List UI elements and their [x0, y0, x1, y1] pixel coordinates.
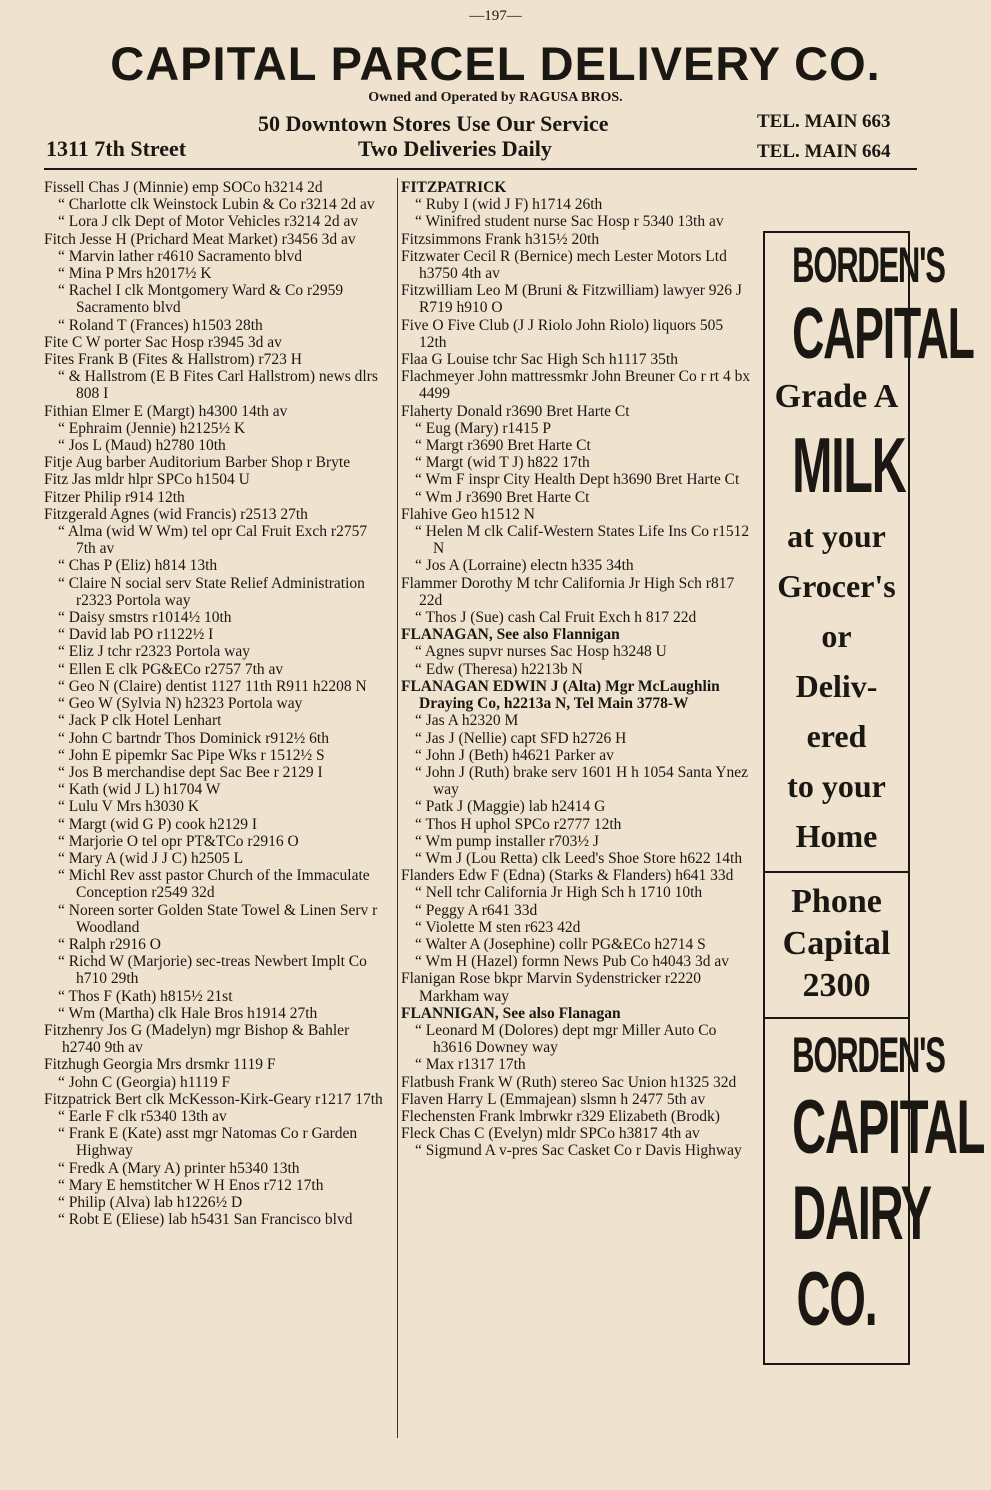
directory-entry: Flechensten Frank lmbrwkr r329 Elizabeth (Brodk) — [401, 1107, 720, 1125]
directory-entry: “ & Hallstrom (E B Fites Carl Hallstrom) news dlrs 808 I — [58, 368, 378, 403]
directory-entry: “ Ellen E clk PG&ECo r2757 7th av — [58, 660, 284, 678]
directory-entry: “ David lab PO r1122½ I — [58, 626, 214, 644]
directory-entry: “ Ephraim (Jennie) h2125½ K — [58, 419, 246, 437]
directory-entry: Fitzer Philip r914 12th — [44, 488, 185, 506]
directory-entry: Flahive Geo h1512 N — [401, 505, 535, 523]
directory-entry: “ Nell tchr California Jr High Sch h 1710 10th — [415, 884, 703, 902]
banner-slogan-2: Two Deliveries Daily — [358, 136, 552, 161]
directory-entry: “ Thos F (Kath) h815½ 21st — [58, 987, 233, 1005]
banner-title: CAPITAL PARCEL DELIVERY CO. — [110, 37, 881, 90]
directory-entry: “ Frank E (Kate) asst mgr Natomas Co r Garden Highway — [58, 1125, 358, 1160]
directory-entry: “ Rachel I clk Montgomery Ward & Co r2959 Sacramento blvd — [58, 282, 344, 317]
directory-entry: “ Lora J clk Dept of Motor Vehicles r3214 2d av — [58, 213, 359, 231]
column-divider — [397, 178, 398, 1438]
directory-entry: Fitch Jesse H (Prichard Meat Market) r3456 3d av — [44, 230, 356, 248]
directory-entry: “ Mary E hemstitcher W H Enos r712 17th — [58, 1176, 324, 1194]
ad-line7: or — [821, 618, 852, 654]
directory-entry: Five O Five Club (J J Riolo John Riolo) liquors 505 12th — [401, 316, 724, 351]
directory-entry: “ Wm J (Lou Retta) clk Leed's Shoe Store h622 14th — [415, 849, 743, 867]
directory-entry: “ Jos L (Maud) h2780 10th — [58, 437, 226, 455]
directory-entry: FLANAGAN EDWIN J (Alta) Mgr McLaughlin Draying Co, h2213a N, Tel Main 3778-W — [401, 677, 720, 713]
directory-entry: “ Patk J (Maggie) lab h2414 G — [415, 798, 606, 816]
directory-entry: FLANAGAN, See also Flannigan — [401, 626, 620, 644]
ad-milk: MILK — [792, 421, 906, 509]
directory-entry: Fitzhugh Georgia Mrs drsmkr 1119 F — [44, 1056, 276, 1074]
ad-line8: Deliv- — [795, 668, 878, 704]
directory-entry: Flaven Harry L (Emmajean) slsmn h 2477 5th av — [401, 1090, 706, 1108]
directory-entry: Fitzsimmons Frank h315½ 20th — [401, 230, 600, 248]
directory-entry: “ Robt E (Eliese) lab h5431 San Francisco blvd — [58, 1211, 353, 1229]
directory-entry: “ Eug (Mary) r1415 P — [415, 419, 552, 437]
ad-capital-2: CAPITAL — [792, 1085, 985, 1170]
ad-line5: at your — [787, 518, 886, 554]
directory-entry: “ Thos H uphol SPCo r2777 12th — [415, 815, 622, 833]
directory-entry: “ Charlotte clk Weinstock Lubin & Co r3214 2d av — [58, 196, 375, 214]
directory-entry: “ Marvin lather r4610 Sacramento blvd — [58, 247, 303, 265]
ad-brand: BORDEN'S — [792, 237, 945, 293]
ad-line10: to your — [787, 768, 886, 804]
banner-tel-2: TEL. MAIN 664 — [757, 141, 891, 162]
directory-entry: Flaa G Louise tchr Sac High Sch h1117 35th — [401, 351, 678, 369]
directory-entry: “ Daisy smstrs r1014½ 10th — [58, 609, 232, 627]
directory-entry: “ Eliz J tchr r2323 Portola way — [58, 643, 250, 661]
directory-entry: “ Richd W (Marjorie) sec-treas Newbert Implt Co h710 29th — [58, 953, 367, 988]
directory-entry: “ John C bartndr Thos Dominick r912½ 6th — [58, 729, 329, 747]
directory-entry: “ Jos A (Lorraine) electn h335 34th — [415, 557, 634, 575]
directory-entry: “ Jas J (Nellie) capt SFD h2726 H — [415, 729, 627, 747]
directory-entry: Fitzpatrick Bert clk McKesson-Kirk-Geary r1217 17th — [44, 1090, 383, 1108]
directory-entry: Fites Frank B (Fites & Hallstrom) r723 H — [44, 351, 302, 369]
directory-entry: “ Leonard M (Dolores) dept mgr Miller Auto Co h3616 Downey way — [415, 1021, 717, 1057]
directory-entry: “ Claire N social serv State Relief Administration r2323 Portola way — [58, 574, 365, 609]
ad-line9: ered — [806, 718, 867, 754]
directory-entry: “ Jack P clk Hotel Lenhart — [58, 712, 222, 730]
directory-entry: “ Thos J (Sue) cash Cal Fruit Exch h 817 22d — [415, 609, 697, 627]
directory-entry: Fitzgerald Agnes (wid Francis) r2513 27th — [44, 505, 308, 523]
directory-entry: “ Margt (wid G P) cook h2129 I — [58, 815, 258, 833]
directory-entry: “ Walter A (Josephine) collr PG&ECo h2714 S — [415, 935, 706, 953]
directory-entry: Flaherty Donald r3690 Bret Harte Ct — [401, 402, 630, 420]
banner-rule — [44, 168, 917, 170]
directory-entry: Fitz Jas mldr hlpr SPCo h1504 U — [44, 471, 250, 489]
directory-entry: “ Ralph r2916 O — [58, 935, 161, 953]
directory-entry: “ Kath (wid J L) h1704 W — [58, 781, 221, 799]
ad-dairy: DAIRY — [792, 1171, 931, 1256]
directory-entry: FITZPATRICK — [401, 179, 507, 196]
banner-tel-1: TEL. MAIN 663 — [757, 111, 891, 132]
directory-entry: Fissell Chas J (Minnie) emp SOCo h3214 2d — [44, 179, 323, 196]
ad-phone-number: 2300 — [802, 967, 871, 1004]
directory-entry: “ Fredk A (Mary A) printer h5340 13th — [58, 1159, 300, 1177]
right-column — [401, 179, 753, 1160]
directory-entry: “ Alma (wid W Wm) tel opr Cal Fruit Exch r2757 7th av — [58, 523, 368, 558]
directory-entry: “ Wm pump installer r703½ J — [415, 832, 599, 850]
directory-entry: “ Wm (Martha) clk Hale Bros h1914 27th — [58, 1004, 318, 1022]
directory-entry: Fitzwater Cecil R (Bernice) mech Lester Motors Ltd h3750 4th av — [401, 247, 727, 283]
directory-entry: Fitzwilliam Leo M (Bruni & Fitzwilliam) lawyer 926 J R719 h910 O — [401, 282, 742, 317]
directory-entry: “ Max r1317 17th — [415, 1056, 526, 1074]
ad-rule-2 — [763, 1017, 910, 1019]
directory-entry: “ Wm J r3690 Bret Harte Ct — [415, 488, 590, 506]
directory-entry: “ John E pipemkr Sac Pipe Wks r 1512½ S — [58, 746, 325, 764]
directory-entry: Flanders Edw F (Edna) (Starks & Flanders) h641 33d — [401, 867, 734, 885]
directory-entry: “ Ruby I (wid J F) h1714 26th — [415, 196, 603, 214]
directory-entry: “ Earle F clk r5340 13th av — [58, 1107, 227, 1125]
directory-entry: “ John J (Beth) h4621 Parker av — [415, 746, 614, 764]
directory-entry: “ Peggy A r641 33d — [415, 901, 538, 919]
directory-entry: “ Chas P (Eliz) h814 13th — [58, 557, 218, 575]
ad-co: CO. — [796, 1257, 877, 1342]
directory-entry: “ Wm F inspr City Health Dept h3690 Bret Harte Ct — [415, 471, 740, 489]
directory-entry: Flanigan Rose bkpr Marvin Sydenstricker r2220 Markham way — [401, 970, 702, 1005]
left-column — [44, 179, 389, 1228]
directory-entry: “ Noreen sorter Golden State Towel & Linen Serv r Woodland — [58, 901, 378, 936]
banner-address: 1311 7th Street — [46, 136, 187, 161]
directory-entry: “ Sigmund A v-pres Sac Casket Co r Davis Highway — [415, 1142, 742, 1160]
ad-phone-exchange: Capital — [782, 925, 891, 962]
banner-slogan-1: 50 Downtown Stores Use Our Service — [258, 111, 609, 136]
directory-entry: “ Marjorie O tel opr PT&TCo r2916 O — [58, 832, 299, 850]
directory-entry: Fite C W porter Sac Hosp r3945 3d av — [44, 333, 282, 351]
banner-owned-by: Owned and Operated by RAGUSA BROS. — [368, 90, 623, 105]
directory-entry: “ John J (Ruth) brake serv 1601 H h 1054 Santa Ynez way — [415, 763, 749, 799]
directory-entry: “ Winifred student nurse Sac Hosp r 5340 13th av — [415, 213, 724, 231]
ad-brand-2: BORDEN'S — [792, 1027, 945, 1083]
ad-line11: Home — [795, 818, 878, 854]
directory-entry: “ Agnes supvr nurses Sac Hosp h3248 U — [415, 643, 667, 661]
borden-advertisement — [763, 231, 985, 1365]
ad-grade: Grade A — [774, 378, 899, 415]
directory-entry: “ Geo W (Sylvia N) h2323 Portola way — [58, 695, 303, 713]
directory-entry: “ Jas A h2320 M — [415, 712, 519, 730]
directory-entry: “ Jos B merchandise dept Sac Bee r 2129 I — [58, 763, 323, 781]
directory-entry: Fitzhenry Jos G (Madelyn) mgr Bishop & Bahler h2740 9th av — [44, 1021, 350, 1057]
directory-entry: “ Margt (wid T J) h822 17th — [415, 454, 590, 472]
directory-entry: Flachmeyer John mattressmkr John Breuner Co r rt 4 bx 4499 — [401, 368, 751, 403]
directory-entry: Fithian Elmer E (Margt) h4300 14th av — [44, 402, 288, 420]
directory-entry: “ Philip (Alva) lab h1226½ D — [58, 1193, 243, 1211]
directory-entry: “ Mary A (wid J J C) h2505 L — [58, 849, 244, 867]
ad-capital: CAPITAL — [792, 294, 974, 374]
directory-entry: “ Edw (Theresa) h2213b N — [415, 660, 583, 678]
directory-entry: “ Mina P Mrs h2017½ K — [58, 265, 212, 283]
directory-entry: “ Wm H (Hazel) formn News Pub Co h4043 3d av — [415, 953, 729, 971]
directory-entry: “ Lulu V Mrs h3030 K — [58, 798, 200, 816]
directory-entry: “ Roland T (Frances) h1503 28th — [58, 316, 263, 334]
directory-entry: Flammer Dorothy M tchr California Jr High Sch r817 22d — [401, 574, 735, 609]
directory-entry: “ Violette M sten r623 42d — [415, 918, 581, 936]
directory-entry: Flatbush Frank W (Ruth) stereo Sac Union h1325 32d — [401, 1073, 737, 1091]
directory-entry: Fitje Aug barber Auditorium Barber Shop r Bryte — [44, 454, 351, 472]
ad-phone: Phone — [791, 883, 882, 920]
directory-entry: FLANNIGAN, See also Flanagan — [401, 1004, 621, 1022]
directory-entry: “ Margt r3690 Bret Harte Ct — [415, 437, 591, 455]
ad-line6: Grocer's — [777, 568, 896, 604]
directory-entry: “ Geo N (Claire) dentist 1127 11th R911 h2208 N — [58, 677, 367, 695]
ad-rule-1 — [763, 871, 910, 873]
page-number: —197— — [469, 8, 522, 24]
directory-entry: Fleck Chas C (Evelyn) mldr SPCo h3817 4th av — [401, 1125, 700, 1143]
directory-entry: “ Helen M clk Calif-Western States Life Ins Co r1512 N — [415, 523, 750, 558]
directory-entry: “ John C (Georgia) h1119 F — [58, 1073, 231, 1091]
directory-entry: “ Michl Rev asst pastor Church of the Immaculate Conception r2549 32d — [58, 867, 370, 902]
